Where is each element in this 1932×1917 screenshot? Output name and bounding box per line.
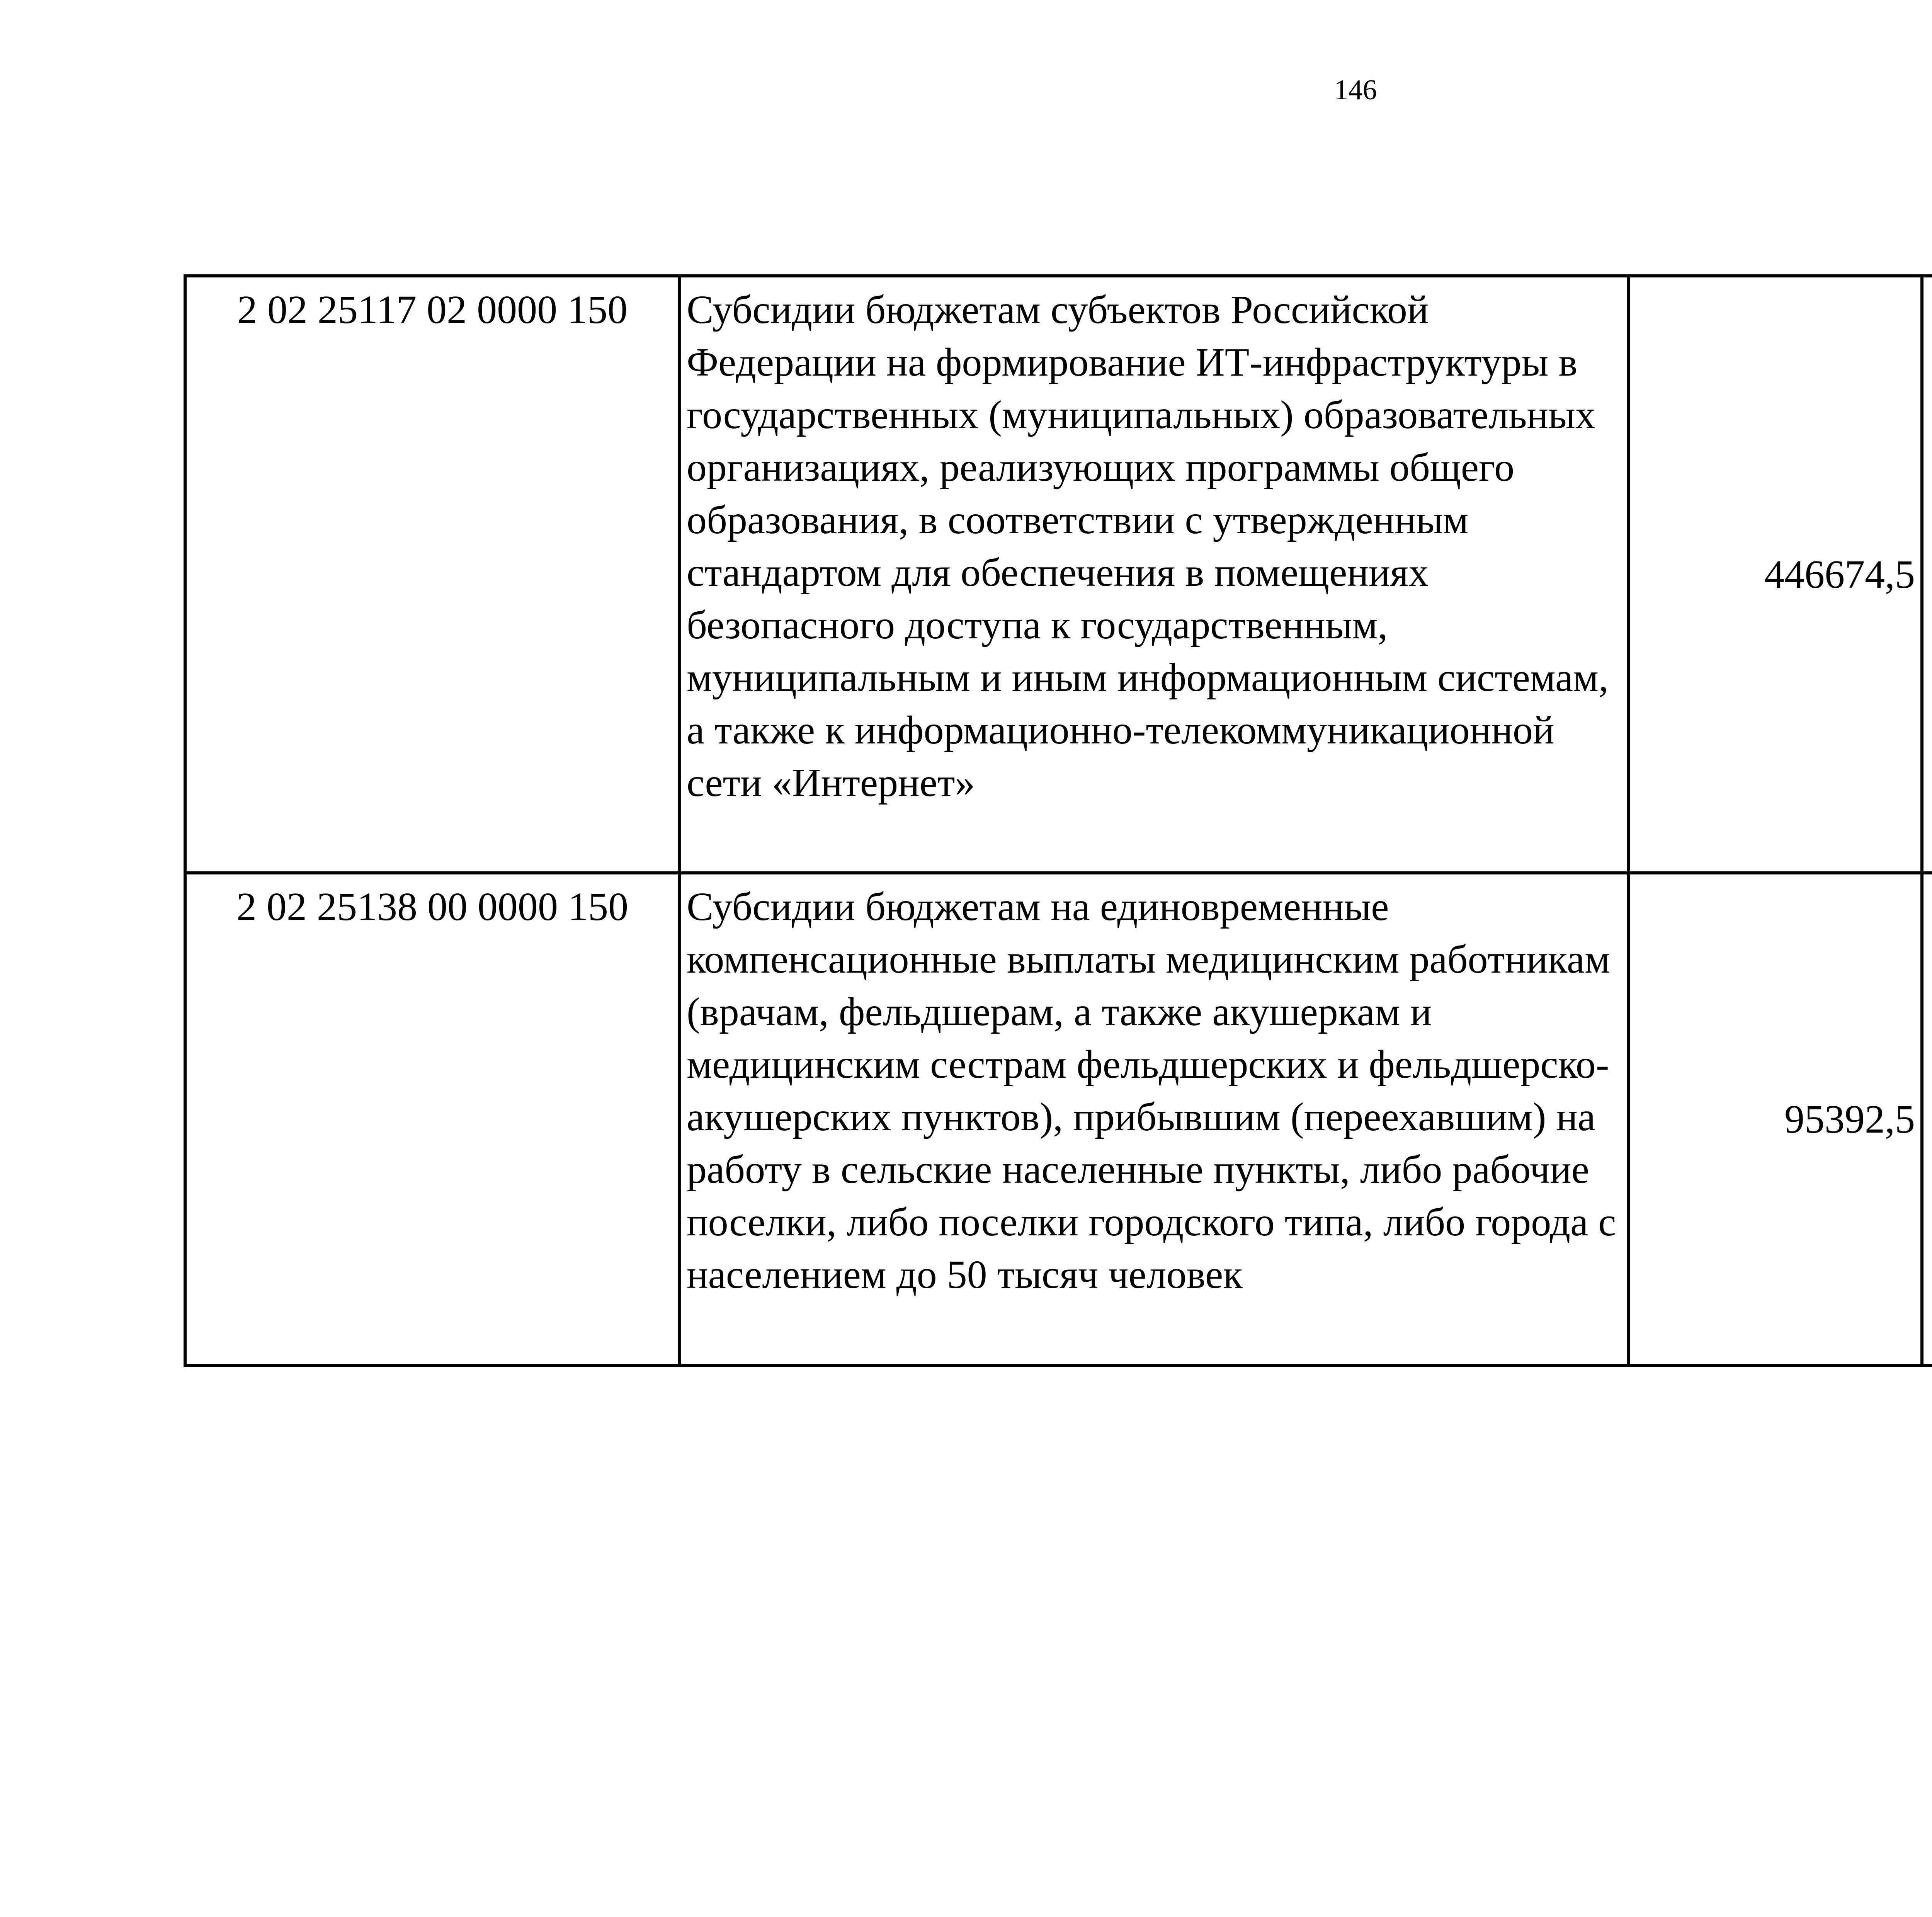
- table-row: [185, 873, 1932, 1366]
- description-cell: Субсидии бюджетам субъектов Российской Федерации на формирование ИТ-инфраструктуры в государственных (муниципальных) образовательных организациях, реализующих программы общего образования, в соответствии с утвержденным стандартом для обеспечения в помещениях безопасного доступа к государственным, муниципальным и иным информационным системам, а также к информационно-телекоммуникационной сети «Интернет»: [680, 276, 1628, 873]
- budget-code-cell: 2 02 25138 00 0000 150: [185, 873, 680, 1366]
- amount-cell-2: [1922, 276, 1932, 873]
- table-row: [185, 276, 1932, 873]
- amount-cell-1: 95392,5: [1628, 873, 1922, 1366]
- budget-table: [184, 274, 1932, 1367]
- amount-cell-2: [1922, 873, 1932, 1366]
- budget-code-cell: 2 02 25117 02 0000 150: [185, 276, 680, 873]
- description-cell: Субсидии бюджетам на единовременные компенсационные выплаты медицинским работникам (врачам, фельдшерам, а также акушеркам и медицинским сестрам фельдшерских и фельдшерско-акушерских пунктов), прибывшим (переехавшим) на работу в сельские населенные пункты, либо рабочие поселки, либо поселки городского типа, либо города с населением до 50 тысяч человек: [680, 873, 1628, 1366]
- page-number: 146: [1334, 74, 1377, 106]
- amount-cell-1: 446674,5: [1628, 276, 1922, 873]
